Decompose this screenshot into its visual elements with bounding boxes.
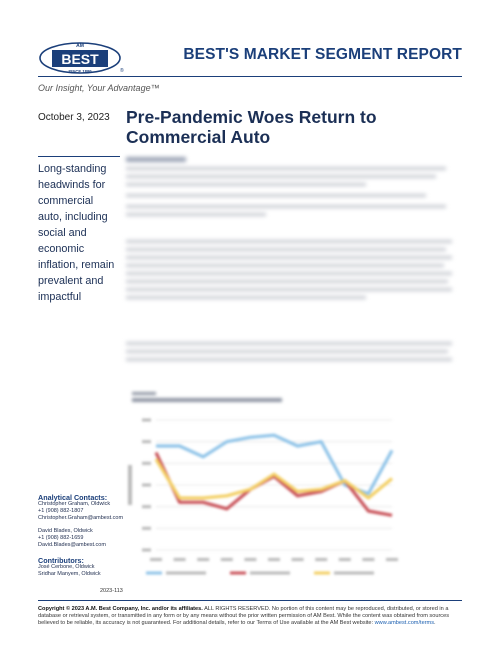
footer-rule — [38, 600, 462, 601]
x-tick-label — [315, 558, 327, 561]
blurred-key-takeaways — [126, 157, 454, 216]
y-tick-label — [142, 527, 151, 530]
series-line-2 — [156, 453, 392, 516]
y-tick-label — [142, 440, 151, 443]
x-tick-label — [174, 558, 186, 561]
header-rule — [38, 76, 462, 77]
x-tick-label — [197, 558, 209, 561]
summary-pullquote: Long-standing headwinds for commercial auto, including social and economic inflation, remain prevalent and impactful — [38, 156, 120, 305]
logo-since: SINCE 1899 — [68, 69, 92, 74]
tagline: Our Insight, Your Advantage™ — [38, 83, 160, 93]
y-axis-label — [128, 465, 132, 505]
copyright-footer — [38, 606, 462, 628]
contact-2-phone: +1 (908) 882-1659 — [38, 535, 84, 541]
y-tick-label — [142, 505, 151, 508]
contacts-heading: Analytical Contacts: — [38, 493, 108, 502]
y-tick-label — [142, 462, 151, 465]
chart-legend — [146, 572, 374, 575]
contact-2-email[interactable]: David.Blades@ambest.com — [38, 542, 106, 548]
blurred-paragraph-1 — [126, 240, 454, 299]
logo-am: AM — [76, 43, 84, 49]
report-series-title: BEST'S MARKET SEGMENT REPORT — [183, 46, 462, 63]
contact-1-email[interactable]: Christopher.Graham@ambest.com — [38, 515, 124, 521]
terms-link[interactable]: www.ambest.com/terms — [374, 620, 435, 627]
x-tick-label — [339, 558, 351, 561]
blurred-exhibit-title — [132, 392, 282, 402]
series-line-3 — [156, 459, 392, 498]
x-tick-label — [150, 558, 162, 561]
logo-best: BEST — [61, 51, 99, 67]
contributors-heading: Contributors: — [38, 556, 84, 565]
legend-label-3 — [334, 572, 374, 575]
y-tick-label — [142, 419, 151, 422]
y-tick-label — [142, 549, 151, 552]
logo-registered-mark: ® — [120, 68, 124, 74]
contributor-1: José Cerbone, Oldwick — [38, 564, 95, 570]
contact-1-phone: +1 (908) 882-1807 — [38, 508, 84, 514]
x-tick-label — [292, 558, 304, 561]
am-best-logo — [38, 38, 126, 78]
chart-series-lines — [156, 435, 392, 515]
y-tick-label — [142, 484, 151, 487]
footer-period: . — [434, 620, 436, 627]
contact-1-name: Christopher Graham, Oldwick — [38, 501, 111, 507]
x-tick-label — [362, 558, 374, 561]
blurred-paragraph-2 — [126, 342, 454, 361]
legend-label-1 — [166, 572, 206, 575]
report-date: October 3, 2023 — [38, 112, 110, 123]
legend-label-2 — [250, 572, 290, 575]
copyright-notice: Copyright © 2023 A.M. Best Company, Inc. and/or its affiliates. — [38, 606, 203, 612]
headline: Pre-Pandemic Woes Return to Commercial Auto — [126, 107, 377, 147]
contact-2-name: David Blades, Oldwick — [38, 528, 93, 534]
footer-disclaimer: ALL RIGHTS RESERVED. No portion of this content may be reproduced, distributed, or stored in a database or retrieval system, or transmitted in any form or by any means without the prior written permission of AM Best. While the content was obtained from sources believed to be reliable, its accuracy is not guaranteed. For additional details, refer to our Terms of Use available at the AM Best website: — [38, 606, 450, 627]
x-tick-label — [386, 558, 398, 561]
x-tick-label — [221, 558, 233, 561]
combined-ratio-line-chart — [122, 410, 402, 580]
x-tick-label — [244, 558, 256, 561]
x-tick-label — [268, 558, 280, 561]
contacts-sidebar — [38, 492, 128, 578]
report-code: 2023-113 — [100, 588, 123, 594]
contributor-2: Sridhar Manyem, Oldwick — [38, 571, 101, 577]
